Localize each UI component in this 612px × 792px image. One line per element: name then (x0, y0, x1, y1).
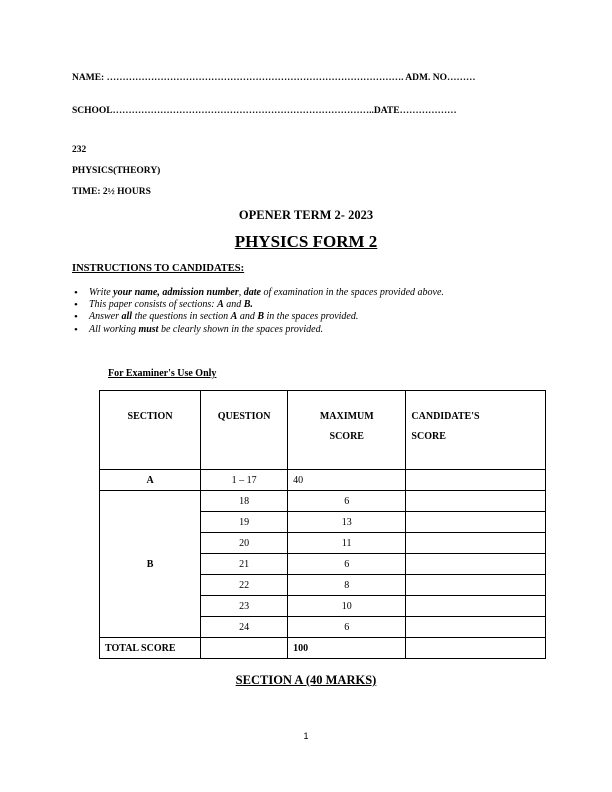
question-number: 21 (201, 554, 288, 575)
candidate-score-cell[interactable] (406, 491, 546, 512)
max-score: 6 (288, 491, 406, 512)
question-number: 23 (201, 596, 288, 617)
header-question: QUESTION (201, 391, 288, 470)
question-number: 18 (201, 491, 288, 512)
header-section: SECTION (100, 391, 201, 470)
total-question-cell (201, 638, 288, 659)
question-number: 20 (201, 533, 288, 554)
max-score: 11 (288, 533, 406, 554)
candidate-score-cell[interactable] (406, 533, 546, 554)
examiner-label: For Examiner's Use Only (108, 368, 217, 379)
max-score-a: 40 (288, 470, 406, 491)
table-row (100, 470, 546, 491)
school-date-line: SCHOOL………………………………………………………………………..DATE……………… (72, 106, 457, 116)
instruction-item: • Answer all the questions in section A and B in the spaces provided. (74, 311, 444, 323)
question-range: 1 – 17 (201, 470, 288, 491)
total-label: TOTAL SCORE (100, 638, 201, 659)
candidate-score-cell[interactable] (406, 617, 546, 638)
table-header-row (100, 391, 546, 470)
section-a-heading: SECTION A (40 MARKS) (235, 673, 377, 687)
max-score: 6 (288, 617, 406, 638)
table-row (100, 491, 546, 512)
candidate-score-cell[interactable] (406, 470, 546, 491)
question-number: 24 (201, 617, 288, 638)
instruction-item: • Write your name, admission number, date of examination in the spaces provided above. (74, 287, 444, 299)
examiner-score-table (99, 390, 546, 659)
candidate-score-cell[interactable] (406, 596, 546, 617)
instruction-item: • All working must be clearly shown in the spaces provided. (74, 324, 444, 336)
paper-code: 232 (72, 145, 87, 155)
paper-subject: PHYSICS(THEORY) (72, 166, 161, 176)
max-score: 13 (288, 512, 406, 533)
exam-title: OPENER TERM 2- 2023 (238, 208, 374, 222)
header-max-score: MAXIMUM SCORE (288, 391, 406, 470)
candidate-score-cell[interactable] (406, 575, 546, 596)
candidate-score-cell[interactable] (406, 554, 546, 575)
max-score: 8 (288, 575, 406, 596)
candidate-score-cell[interactable] (406, 512, 546, 533)
max-score: 6 (288, 554, 406, 575)
question-number: 19 (201, 512, 288, 533)
total-candidate-score-cell[interactable] (406, 638, 546, 659)
name-adm-line: NAME: …………………………………………………………………………………. ADM. NO……… (72, 73, 476, 83)
question-number: 22 (201, 575, 288, 596)
header-candidate-score: CANDIDATE'S SCORE (406, 391, 546, 470)
max-score: 10 (288, 596, 406, 617)
section-b-cell: B (100, 491, 201, 638)
instruction-item: • This paper consists of sections: A and B. (74, 299, 444, 311)
paper-time: TIME: 2½ HOURS (72, 187, 151, 197)
total-max-score: 100 (288, 638, 406, 659)
instructions-list (74, 287, 444, 336)
page-number: 1 (303, 731, 309, 741)
instructions-heading: INSTRUCTIONS TO CANDIDATES: (72, 263, 245, 274)
section-a-cell: A (100, 470, 201, 491)
total-row (100, 638, 546, 659)
form-title: PHYSICS FORM 2 (234, 232, 378, 251)
